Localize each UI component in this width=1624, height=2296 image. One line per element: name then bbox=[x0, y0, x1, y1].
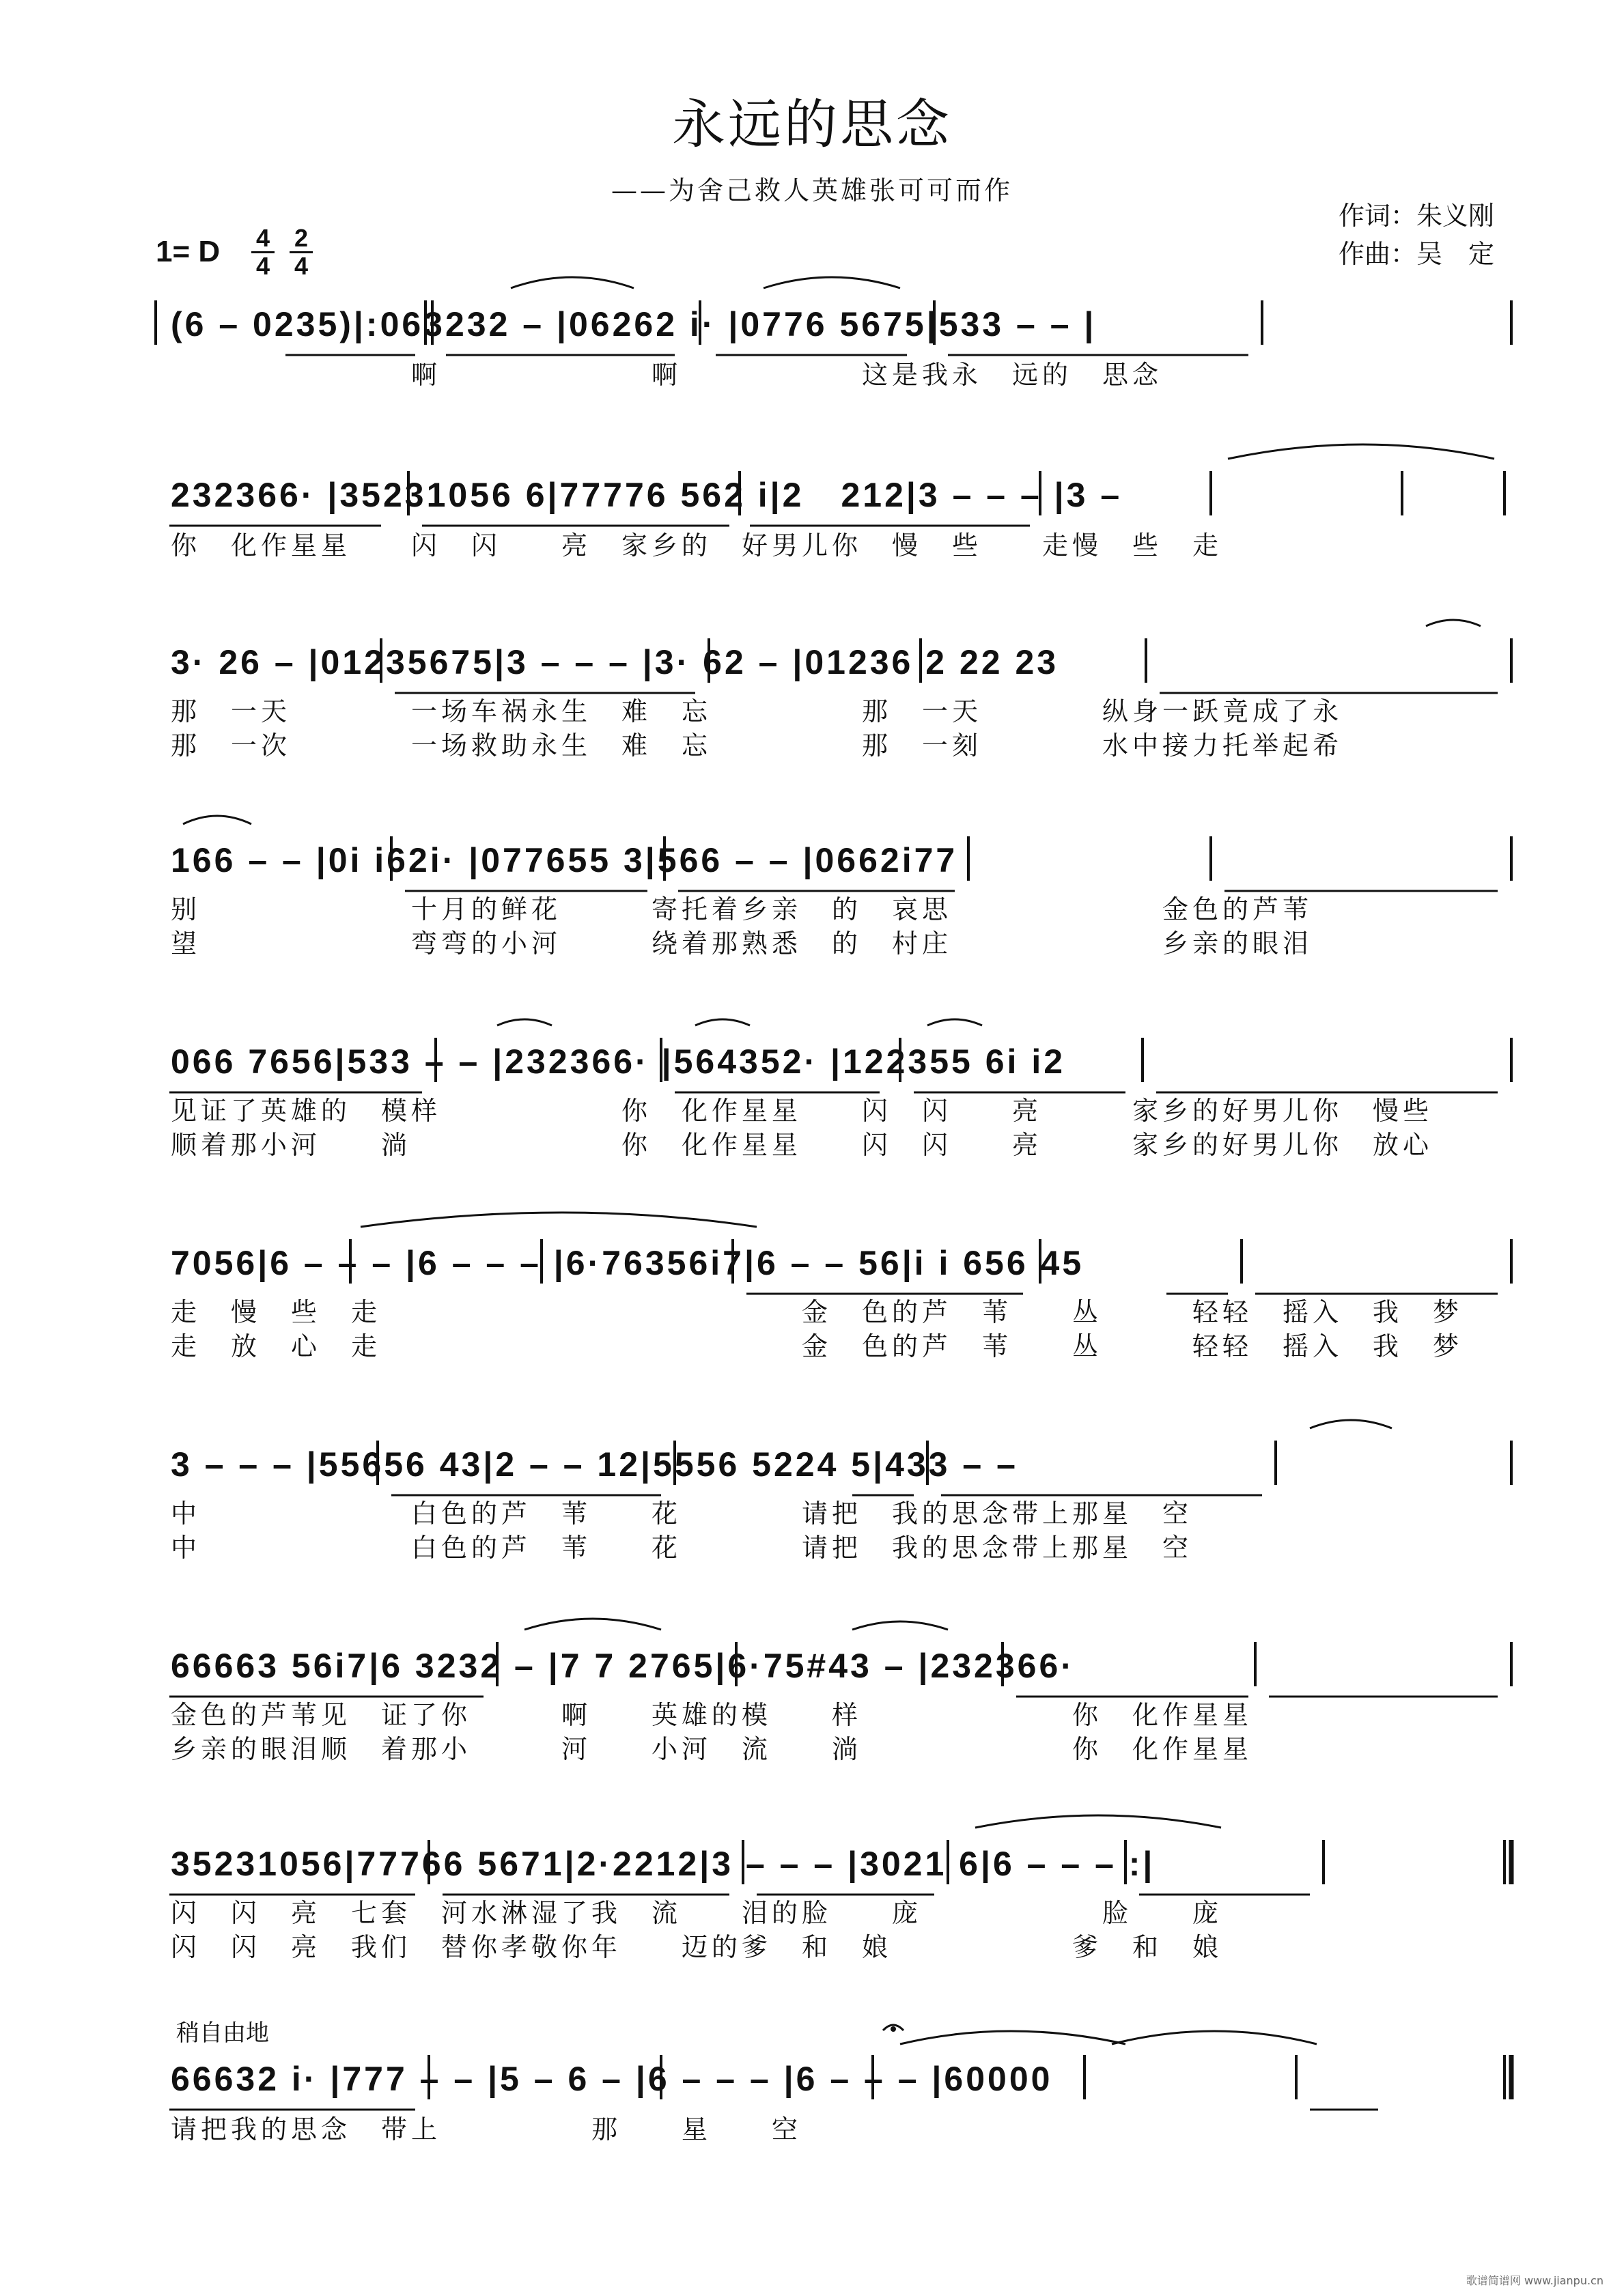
key-label: 1= D bbox=[156, 235, 221, 268]
notation-line: 3· 26 – |01235675|3 – – – |3· 62 – |01236 2 22 23 bbox=[171, 643, 1059, 681]
notation-line: 166 – – |0i i62i· |077655 3|566 – – |0662i77 bbox=[171, 841, 958, 879]
lyric-verse-1: 请把我的思念 带上 那 星 空 bbox=[171, 2114, 802, 2144]
lyric-verse-1: 中 白色的芦 苇 花 请把 我的思念带上那星 空 bbox=[171, 1499, 1193, 1529]
subtitle: ——为舍己救人英雄张可可而作 bbox=[611, 175, 1013, 205]
tempo-marking: 稍自由地 bbox=[176, 2019, 269, 2047]
time-signature-2 bbox=[290, 225, 313, 279]
site-watermark: 歌谱简谱网 www.jianpu.cn bbox=[1466, 2274, 1604, 2287]
notation-line: 7056|6 – – – |6 – – – |6·76356i7|6 – – 56|i i 656 45 bbox=[171, 1244, 1084, 1282]
lyric-verse-1: 金色的芦苇见 证了你 啊 英雄的模 样 你 化作星星 bbox=[171, 1700, 1253, 1730]
lyric-verse-2: 顺着那小河 淌 你 化作星星 闪 闪 亮 家乡的好男儿你 放心 bbox=[171, 1130, 1433, 1160]
time-sig-2-top: 2 bbox=[290, 225, 313, 253]
lyric-verse-1: 别 十月的鲜花 寄托着乡亲 的 哀思 金色的芦苇 bbox=[171, 894, 1313, 924]
time-sig-1-bottom: 4 bbox=[255, 252, 270, 280]
time-sig-1-top: 4 bbox=[251, 225, 275, 253]
lyric-verse-2: 走 放 心 走 金 色的芦 苇 丛 轻轻 摇入 我 梦 bbox=[171, 1331, 1464, 1361]
lyric-verse-2: 中 白色的芦 苇 花 请把 我的思念带上那星 空 bbox=[171, 1533, 1193, 1563]
notation-line: (6 – 0235)|:063232 – |06262 i· |0776 5675|533 – – | bbox=[171, 305, 1097, 343]
page-title: 永远的思念 bbox=[671, 94, 952, 156]
lyric-verse-1: 闪 闪 亮 七套 河水淋湿了我 流 泪的脸 庞 脸 庞 bbox=[171, 1898, 1223, 1928]
notation-line: 3 – – – |55656 43|2 – – 12|5556 5224 5|433 – – bbox=[171, 1445, 1018, 1484]
lyric-verse-1: 见证了英雄的 模样 你 化作星星 闪 闪 亮 家乡的好男儿你 慢些 bbox=[171, 1096, 1433, 1126]
lyric-verse-2: 那 一次 一场救助永生 难 忘 那 一刻 水中接力托举起希 bbox=[171, 731, 1343, 761]
notation-line: 66632 i· |777 – – |5 – 6 – |6 – – – |6 – – – |60000 bbox=[171, 2060, 1053, 2098]
lyric-verse-2: 望 弯弯的小河 绕着那熟悉 的 村庄 乡亲的眼泪 bbox=[171, 929, 1313, 959]
notation-line: 232366· |35231056 6|77776 562 i|2 212|3 – – – |3 – bbox=[171, 476, 1123, 514]
lyricist: 作词：朱义刚 bbox=[1339, 201, 1495, 231]
lyric-verse-2: 闪 闪 亮 我们 替你孝敬你年 迈的爹 和 娘 爹 和 娘 bbox=[171, 1932, 1223, 1962]
lyric-verse-1: 啊 啊 这是我永 远的 思念 bbox=[171, 360, 1163, 390]
notation-line: 66663 56i7|6 3232 – |7 7 2765|6·75#43 – |232366· bbox=[171, 1647, 1075, 1685]
notation-line: 066 7656|533 – – |232366· |564352· |122355 6i i2 bbox=[171, 1043, 1066, 1081]
time-sig-2-bottom: 4 bbox=[294, 252, 309, 280]
composer: 作曲：吴 定 bbox=[1339, 239, 1495, 269]
notation-line: 35231056|77766 5671|2·2212|3 – – – |3021 6|6 – – – :| bbox=[171, 1845, 1156, 1883]
lyric-verse-1: 你 化作星星 闪 闪 亮 家乡的 好男儿你 慢 些 走慢 些 走 bbox=[171, 530, 1223, 561]
lyric-verse-1: 走 慢 些 走 金 色的芦 苇 丛 轻轻 摇入 我 梦 bbox=[171, 1297, 1464, 1327]
lyric-verse-2: 乡亲的眼泪顺 着那小 河 小河 流 淌 你 化作星星 bbox=[171, 1734, 1253, 1764]
credits bbox=[1339, 197, 1584, 273]
lyric-verse-1: 那 一天 一场车祸永生 难 忘 那 一天 纵身一跃竟成了永 bbox=[171, 696, 1343, 726]
time-signature-1 bbox=[251, 225, 275, 279]
